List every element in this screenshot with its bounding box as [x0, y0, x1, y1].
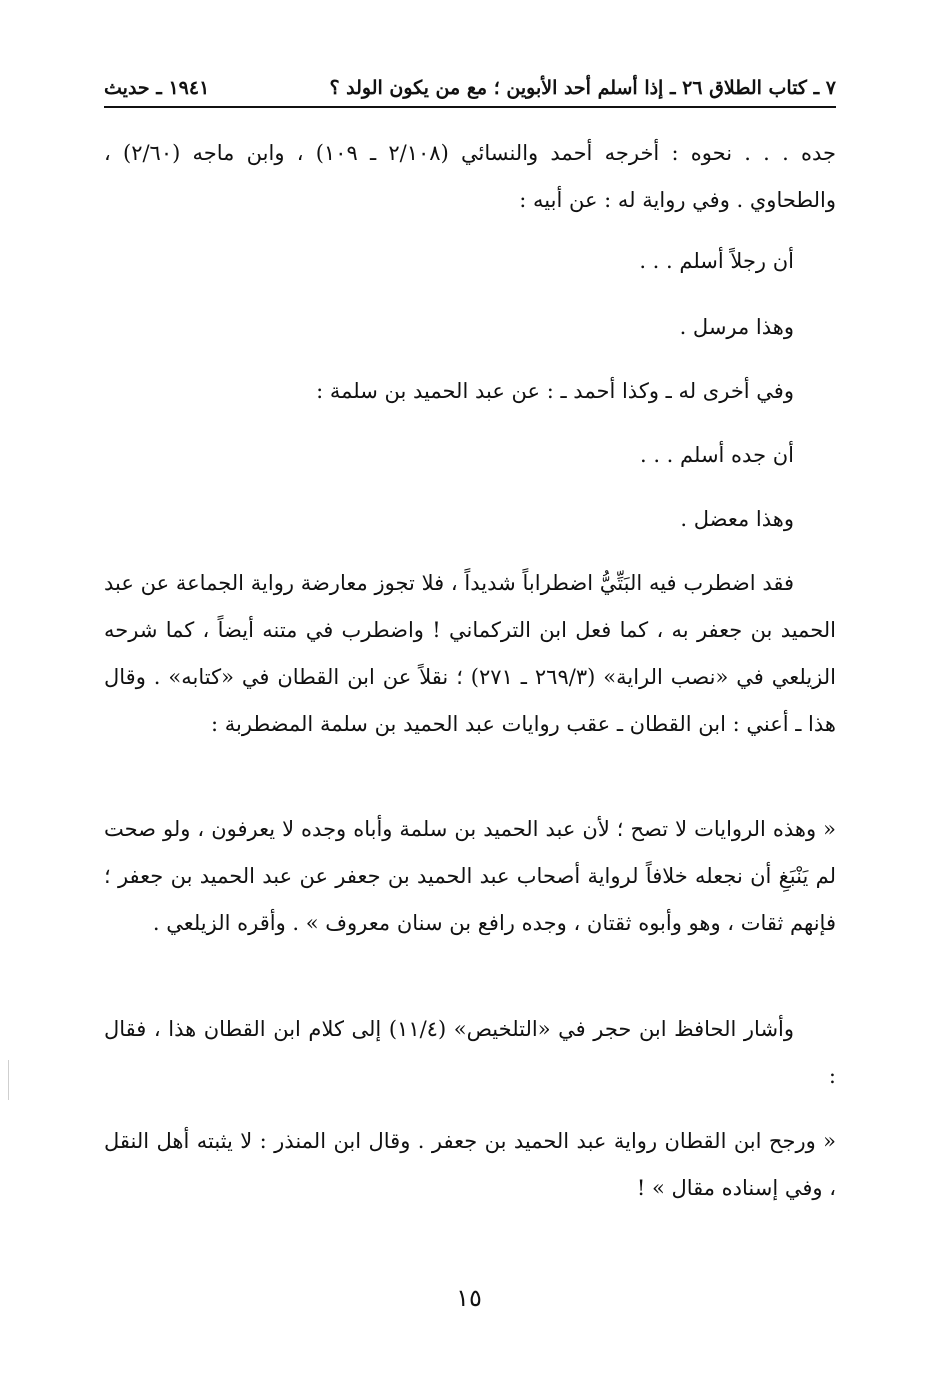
paragraph-takhrij	[104, 130, 836, 224]
paragraph-text: « ورجح ابن القطان رواية عبد الحميد بن جعفر . وقال ابن المنذر : لا يثبته أهل النقل ، وفي إسناده مقال » !	[104, 1129, 836, 1200]
paragraph-text: جده . . . نحوه : أخرجه أحمد والنسائي (٢/١٠٨ ـ ١٠٩) ، وابن ماجه (٢/٦٠) ، والطحاوي . وفي رواية له : عن أبيه :	[104, 141, 836, 212]
paragraph-text: « وهذه الروايات لا تصح ؛ لأن عبد الحميد بن سلمة وأباه وجده لا يعرفون ، ولو صحت لم يَنْبَغِ أن نجعله خلافاً لرواية أصحاب عبد الحميد بن جعفر عن عبد الحميد بن جعفر ؛ فإنهم ثقات ، وهو وأبوه ثقتان ، وجده رافع بن سنان معروف » . وأقره الزيلعي .	[104, 817, 836, 935]
running-title: ٧ ـ كتاب الطلاق ٢٦ ـ إذا أسلم أحد الأبوين ؛ مع من يكون الولد ؟	[329, 77, 836, 99]
page-header	[104, 62, 836, 102]
narration-line: أن جده أسلم . . .	[639, 443, 794, 467]
grading-line: وهذا مرسل .	[679, 315, 794, 339]
narration-line: أن رجلاً أسلم . . .	[639, 249, 794, 273]
scan-edge-mark	[8, 1060, 9, 1100]
grading-line: وهذا معضل .	[680, 507, 794, 531]
page-number: ١٥	[456, 1284, 482, 1312]
quotation-talkhis	[104, 1118, 836, 1212]
narration-line: وفي أخرى له ـ وكذا أحمد ـ : عن عبد الحميد بن سلمة :	[316, 379, 794, 403]
paragraph-idtirab	[104, 560, 836, 748]
paragraph-text: وأشار الحافظ ابن حجر في «التلخيص» (١١/٤) إلى كلام ابن القطان هذا ، فقال :	[104, 1017, 836, 1088]
quotation-ibn-al-qattan	[104, 806, 836, 947]
hadith-number: ١٩٤١ ـ حديث	[104, 77, 210, 99]
header-divider	[104, 106, 836, 108]
paragraph-ibn-hajar	[104, 1006, 836, 1100]
paragraph-text: فقد اضطرب فيه البَتِّيُّ اضطراباً شديداً ، فلا تجوز معارضة رواية الجماعة عن عبد الحميد بن جعفر به ، كما فعل ابن التركماني ! واضطرب في متنه أيضاً ، كما شرحه الزيلعي في «نصب الراية» (٢٦٩/٣ ـ ٢٧١) ؛ نقلاً عن ابن القطان في «كتابه» . وقال هذا ـ أعني : ابن القطان ـ عقب روايات عبد الحميد بن سلمة المضطربة :	[104, 571, 836, 736]
